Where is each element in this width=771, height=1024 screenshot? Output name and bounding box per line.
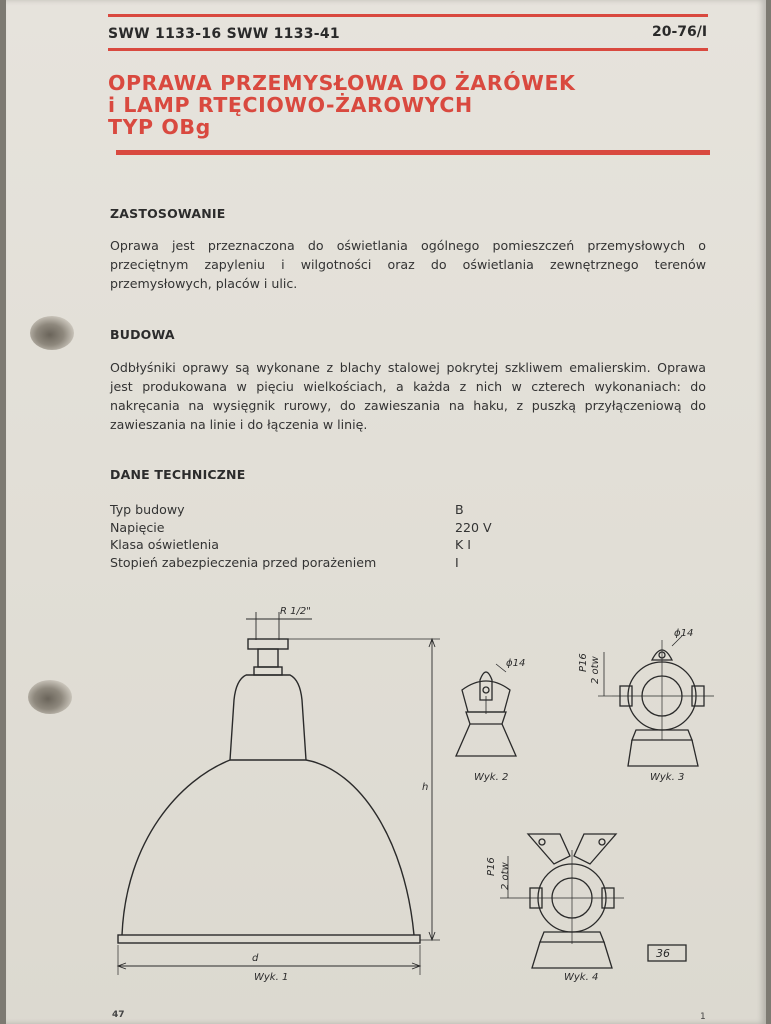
section-text-budowa: Odbłyśniki oprawy są wykonane z blachy stalowej pokrytej szkliwem emalierskim. Oprawa jest produkowana w pięciu wielkościach, a każda z nich w czterech wykonaniach: do nakręcania na wysięgnik rurowy, do zawieszania na haku, z puszką przyłączeniową do zawieszania na linie i do łączenia w linię. [110,360,706,432]
section-text-zastosowanie: Oprawa jest przeznaczona do oświetlania ogólnego pomieszczeń przemysłowych o przeciętnym zapyleniu i wilgotności oraz do oświetlania zewnętrznego terenów przemysłowych, placów i ulic. [110,238,706,291]
figure-label-wyk-4: Wyk. 4 [564,972,599,983]
page-number: 47 [112,1010,125,1020]
drawing-wyk-1 [118,612,440,975]
plate-number: 36 [656,947,670,960]
page-mark: 1 [700,1012,706,1022]
title-line-1: OPRAWA PRZEMYSŁOWA DO ŻARÓWEK [108,71,576,95]
holes-count-label-3: 2 otw [590,656,601,684]
tech-value: B [455,502,464,517]
tech-label: Typ budowy [110,502,185,517]
figure-label-wyk-3: Wyk. 3 [650,772,685,783]
holes-count-label-4: 2 otw [500,862,511,890]
spacing-label-4: P16 [486,857,497,876]
diameter-dimension-label: d [252,953,259,964]
header-product-codes: SWW 1133-16 SWW 1133-41 [108,26,340,42]
tech-label: Stopień zabezpieczenia przed porażeniem [110,554,377,570]
drawing-wyk-3 [598,636,714,766]
hole-diameter-label: ϕ14 [506,658,526,669]
tech-label: Napięcie [110,519,165,535]
title-line-3: TYP OBg [108,115,211,139]
header-sheet-number: 20-76/I [652,24,708,40]
tech-value: 220 V [455,519,492,535]
tech-label: Klasa oświetlenia [110,537,219,552]
drawing-wyk-4 [500,834,624,968]
title-line-2: i LAMP RTĘCIOWO-ŻAROWYCH [108,93,473,117]
height-dimension-label: h [422,782,429,793]
spacing-label-3: P16 [578,653,589,672]
hole-diameter-label-3: ϕ14 [674,628,694,639]
drawing-wyk-2 [456,664,516,756]
figure-label-wyk-1: Wyk. 1 [254,972,289,983]
section-heading-dane-techniczne: DANE TECHNICZNE [110,467,246,482]
tech-value: K I [455,537,471,552]
section-heading-budowa: BUDOWA [110,327,175,342]
figure-label-wyk-2: Wyk. 2 [474,772,509,783]
thread-dimension-label: R 1/2" [280,606,311,617]
tech-value: I [455,554,459,570]
section-heading-zastosowanie: ZASTOSOWANIE [110,206,226,221]
